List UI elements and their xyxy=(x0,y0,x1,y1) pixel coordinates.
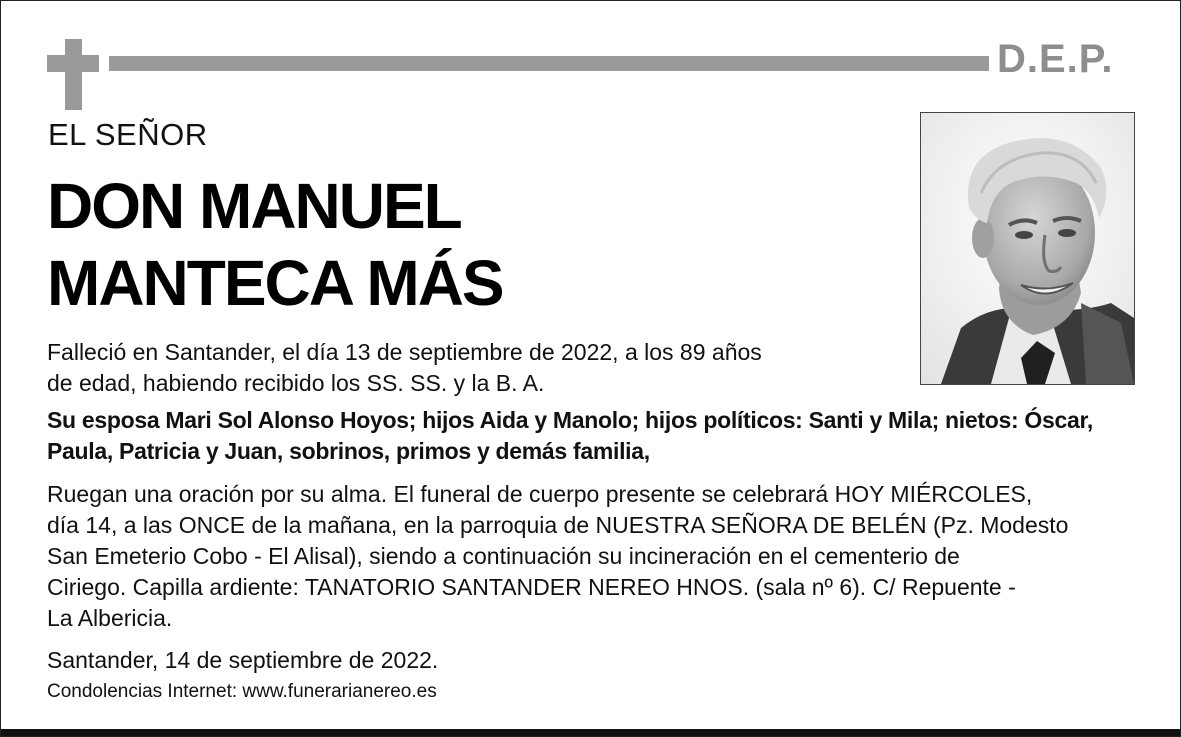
funeral-paragraph-line: La Albericia. xyxy=(47,605,173,631)
death-paragraph xyxy=(47,337,762,399)
deceased-name-line-1: DON MANUEL xyxy=(47,170,461,242)
condolences-link[interactable]: Condolencias Internet: www.funerarianereo.es xyxy=(47,681,437,702)
honorific: EL SEÑOR xyxy=(48,117,208,152)
place-date: Santander, 14 de septiembre de 2022. xyxy=(47,647,439,673)
family-paragraph-line: Paula, Patricia y Juan, sobrinos, primos y demás familia, xyxy=(47,438,650,464)
funeral-paragraph-line: día 14, a las ONCE de la mañana, en la parroquia de NUESTRA SEÑORA DE BELÉN (Pz. Modesto xyxy=(47,512,1069,538)
bottom-rule xyxy=(1,729,1180,736)
portrait-photo xyxy=(920,112,1135,385)
family-paragraph-line: Su esposa Mari Sol Alonso Hoyos; hijos Aida y Manolo; hijos políticos: Santi y Mila; nietos: Óscar, xyxy=(47,407,1093,433)
death-paragraph-line: de edad, habiendo recibido los SS. SS. y la B. A. xyxy=(47,370,545,396)
latin-cross-icon xyxy=(47,39,99,110)
death-paragraph-line: Falleció en Santander, el día 13 de septiembre de 2022, a los 89 años xyxy=(47,339,762,365)
portrait-illustration xyxy=(921,113,1134,384)
funeral-paragraph-line: Ruegan una oración por su alma. El funeral de cuerpo presente se celebrará HOY MIÉRCOLES, xyxy=(47,481,1033,507)
cross-vertical-bar xyxy=(65,39,82,110)
funeral-paragraph xyxy=(47,479,1068,634)
funeral-paragraph-line: San Emeterio Cobo - El Alisal), siendo a continuación su incineración en el cementerio de xyxy=(47,543,960,569)
funeral-paragraph-line: Ciriego. Capilla ardiente: TANATORIO SANTANDER NEREO HNOS. (sala nº 6). C/ Repuente - xyxy=(47,574,1016,600)
deceased-name-line-2: MANTECA MÁS xyxy=(47,247,503,319)
family-paragraph xyxy=(47,405,1093,467)
dep-label: D.E.P. xyxy=(997,37,1114,81)
header-rule xyxy=(109,56,989,71)
cross-horizontal-bar xyxy=(47,55,99,72)
